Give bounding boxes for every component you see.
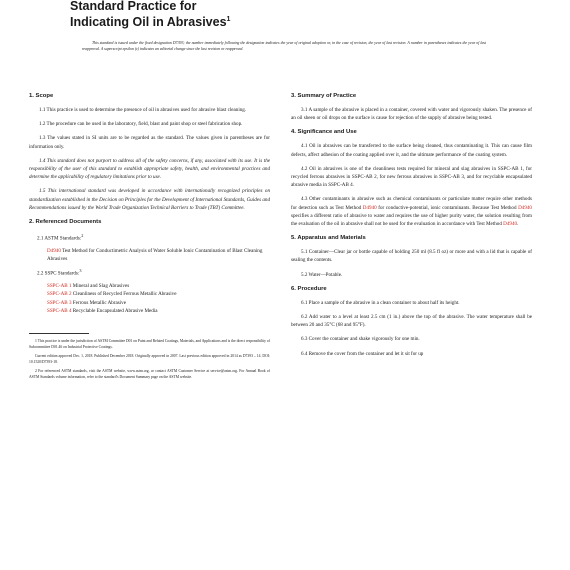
reference-link-d4940[interactable]: D4940 (362, 204, 377, 211)
section-heading-summary: 3. Summary of Practice (291, 93, 357, 99)
reference-link-d4940[interactable]: D4940 (47, 247, 61, 254)
reference-title: Mineral and Slag Abrasives (72, 283, 130, 290)
section-heading-significance: 4. Significance and Use (291, 129, 357, 136)
reference-link-sspc-ab3[interactable]: SSPC-AB 3 (47, 299, 72, 306)
left-column (29, 86, 270, 384)
procedure-paragraph-3: 6.3 Cover the container and shake vigorously for one min. (301, 336, 420, 343)
reference-link-d4940[interactable]: D4940 (518, 204, 532, 211)
procedure-paragraph-4: 6.4 Remove the cover from the container and let it sit for up (301, 350, 424, 357)
significance-paragraph-1: 4.1 Oil in abrasives can be transferred to the surface being cleaned, thus contaminating it. This can cause film defects, affect adhesion of the coating applied over it, and the ultimate performance of the coating system. (291, 143, 532, 158)
footnote-2: 2 For referenced ASTM standards, visit the ASTM website, www.astm.org, or contact ASTM Customer Service at service@astm.org. For Annual Book of ASTM Standards volume information, refer to the standard's Document Summary page on the ASTM website. (29, 369, 270, 379)
scope-paragraph-3: 1.3 The values stated in SI units are to be regarded as the standard. The values given in parentheses are for information only. (29, 135, 270, 150)
reference-title: Ferrous Metallic Abrasive (72, 299, 126, 306)
sspc-reference-item (29, 299, 270, 307)
title-footnote-marker: 1 (226, 16, 231, 23)
title-line-2: Indicating Oil in Abrasives (70, 15, 227, 30)
astm-reference-item (29, 247, 270, 263)
sspc-standards-label: 2.2 SSPC Standards:$^3$ (37, 268, 82, 278)
sspc-reference-item (29, 290, 270, 298)
document-title (70, 0, 500, 29)
reference-link-sspc-ab4[interactable]: SSPC-AB 4 (47, 307, 72, 314)
reference-title: Test Method for Conductimetric Analysis of Water Soluble Ionic Contamination of Blast Cleaning Abrasives (47, 247, 263, 263)
reference-title: Cleanliness of Recycled Ferrous Metallic Abrasive (72, 291, 177, 298)
scope-paragraph-4: 1.4 This standard does not purport to address all of the safety concerns, if any, associated with its use. It is the responsibility of the user of this standard to establish appropriate safety, health, and environmental practices and determine the applicability of regulatory limitations prior to use. (29, 157, 270, 181)
sspc-reference-item (29, 282, 270, 290)
scope-paragraph-1: 1.1 This practice is used to determine the presence of oil in abrasives used for abrasive blast cleaning. (39, 107, 247, 113)
procedure-paragraph-1: 6.1 Place a sample of the abrasive in a clean container to about half its height. (301, 299, 460, 306)
apparatus-paragraph-2: 5.2 Water—Potable. (301, 271, 343, 278)
reference-title: Recyclable Encapsulated Abrasive Media (72, 307, 158, 314)
significance-paragraph-3: 4.3 Other contaminants in abrasive such as chemical contaminants or particulate matter require other methods for detection such as Test Method D4940 for conductive-potential, ionic contaminants. Because Test Method D4940 specifies a different ratio of abrasive to water and requires the use of higher purity water, the solution resulting from the evaluation of the oil in abrasive shall not be used for the evaluation in accordance with Test Method D4940. (291, 196, 532, 228)
title-line-1: Standard Practice for (70, 0, 197, 13)
section-heading-apparatus: 5. Apparatus and Materials (291, 235, 366, 242)
procedure-paragraph-2: 6.2 Add water to a level at least 2.5 cm (1 in.) above the top of the abrasive. The water temperature shall be between 20 and 35°C (68 and 95°F). (291, 314, 532, 329)
footnote-1: 1 This practice is under the jurisdiction of ASTM Committee D01 on Paint and Related Coatings, Materials, and Applications and is the direct responsibility of Subcommittee D01.46 on Industrial Protective Coatings. (29, 339, 270, 349)
footnote-1-edition: Current edition approved Dec. 1, 2018. Published December 2018. Originally approved in 2007. Last previous edition approved in 2014 as D7393 – 14. DOI: 10.1520/D7393-18. (29, 354, 270, 364)
apparatus-paragraph-1: 5.1 Container—Clear jar or bottle capable of holding 250 ml (8.5 fl oz) or more and with a lid that is capable of sealing the contents. (291, 249, 532, 264)
designation-note: This standard is issued under the fixed designation D7393; the number immediately following the designation indicates the year of original adoption or, in the case of revision, the year of last revision. A number in parentheses indicates the year of last reapproval. A superscript epsilon (ε) indicates an editorial change since the last revision or reapproval. (82, 41, 486, 51)
sspc-reference-item (29, 307, 270, 315)
reference-link-sspc-ab2[interactable]: SSPC-AB 2 (47, 291, 72, 298)
right-column (291, 86, 532, 364)
scope-paragraph-5: 1.5 This international standard was developed in accordance with internationally recognized principles on standardization established in the Decision on Principles for the Development of International Standards, Guides and Recommendations issued by the World Trade Organization Technical Barriers to Trade (TBT) Committee. (29, 188, 270, 211)
summary-paragraph-1: 3.1 A sample of the abrasive is placed in a container, covered with water and vigorously shaken. The presence of an oil sheen or oil drops on the surface is cause for rejection of the supply of abrasive being tested. (291, 107, 532, 122)
section-heading-scope: 1. Scope (29, 93, 54, 99)
astm-standards-label: 2.1 ASTM Standards:$^2$ (37, 233, 84, 242)
reference-link-d4940[interactable]: D4940 (503, 221, 518, 228)
footnote-divider (29, 333, 89, 334)
scope-paragraph-2: 1.2 The procedure can be used in the laboratory, field, blast and paint shop or steel fabrication shop. (39, 121, 243, 128)
section-heading-referenced-documents: 2. Referenced Documents (29, 219, 102, 226)
significance-paragraph-2: 4.2 Oil in abrasives is one of the cleanliness tests required for mineral and slag abrasives in SSPC-AB 1, for recycled ferrous abrasives in SSPC-AB 2, for new ferrous abrasives in SSPC-AB 3, and for recyclable encapsulated abrasive media in SSPC-AB 4. (291, 165, 532, 189)
section-heading-procedure: 6. Procedure (291, 285, 327, 292)
reference-link-sspc-ab1[interactable]: SSPC-AB 1 (47, 283, 72, 290)
